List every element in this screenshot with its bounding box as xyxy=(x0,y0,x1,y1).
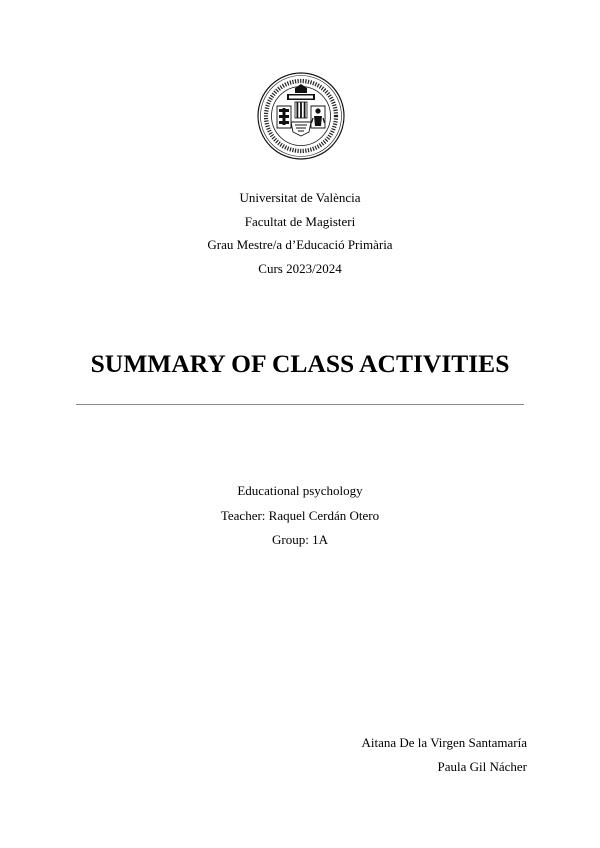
institution-block xyxy=(0,186,600,280)
authors-block xyxy=(361,731,527,778)
author-name: Paula Gil Nácher xyxy=(437,758,527,774)
university-name: Universitat de València xyxy=(239,190,361,205)
document-title: SUMMARY OF CLASS ACTIVITIES xyxy=(90,349,510,378)
teacher-name: Teacher: Raquel Cerdán Otero xyxy=(220,507,380,523)
author-name: Aitana De la Virgen Santamaría xyxy=(361,735,527,750)
subject-name: Educational psychology xyxy=(237,483,363,498)
course-info-block xyxy=(0,479,600,553)
seal-graphic xyxy=(257,72,345,160)
degree-name: Grau Mestre/a d’Educació Primària xyxy=(207,237,393,252)
group-label: Group: 1A xyxy=(272,532,328,547)
title-divider xyxy=(76,404,524,405)
academic-year: Curs 2023/2024 xyxy=(258,260,342,276)
university-seal xyxy=(257,72,345,160)
faculty-name: Facultat de Magisteri xyxy=(244,213,356,229)
